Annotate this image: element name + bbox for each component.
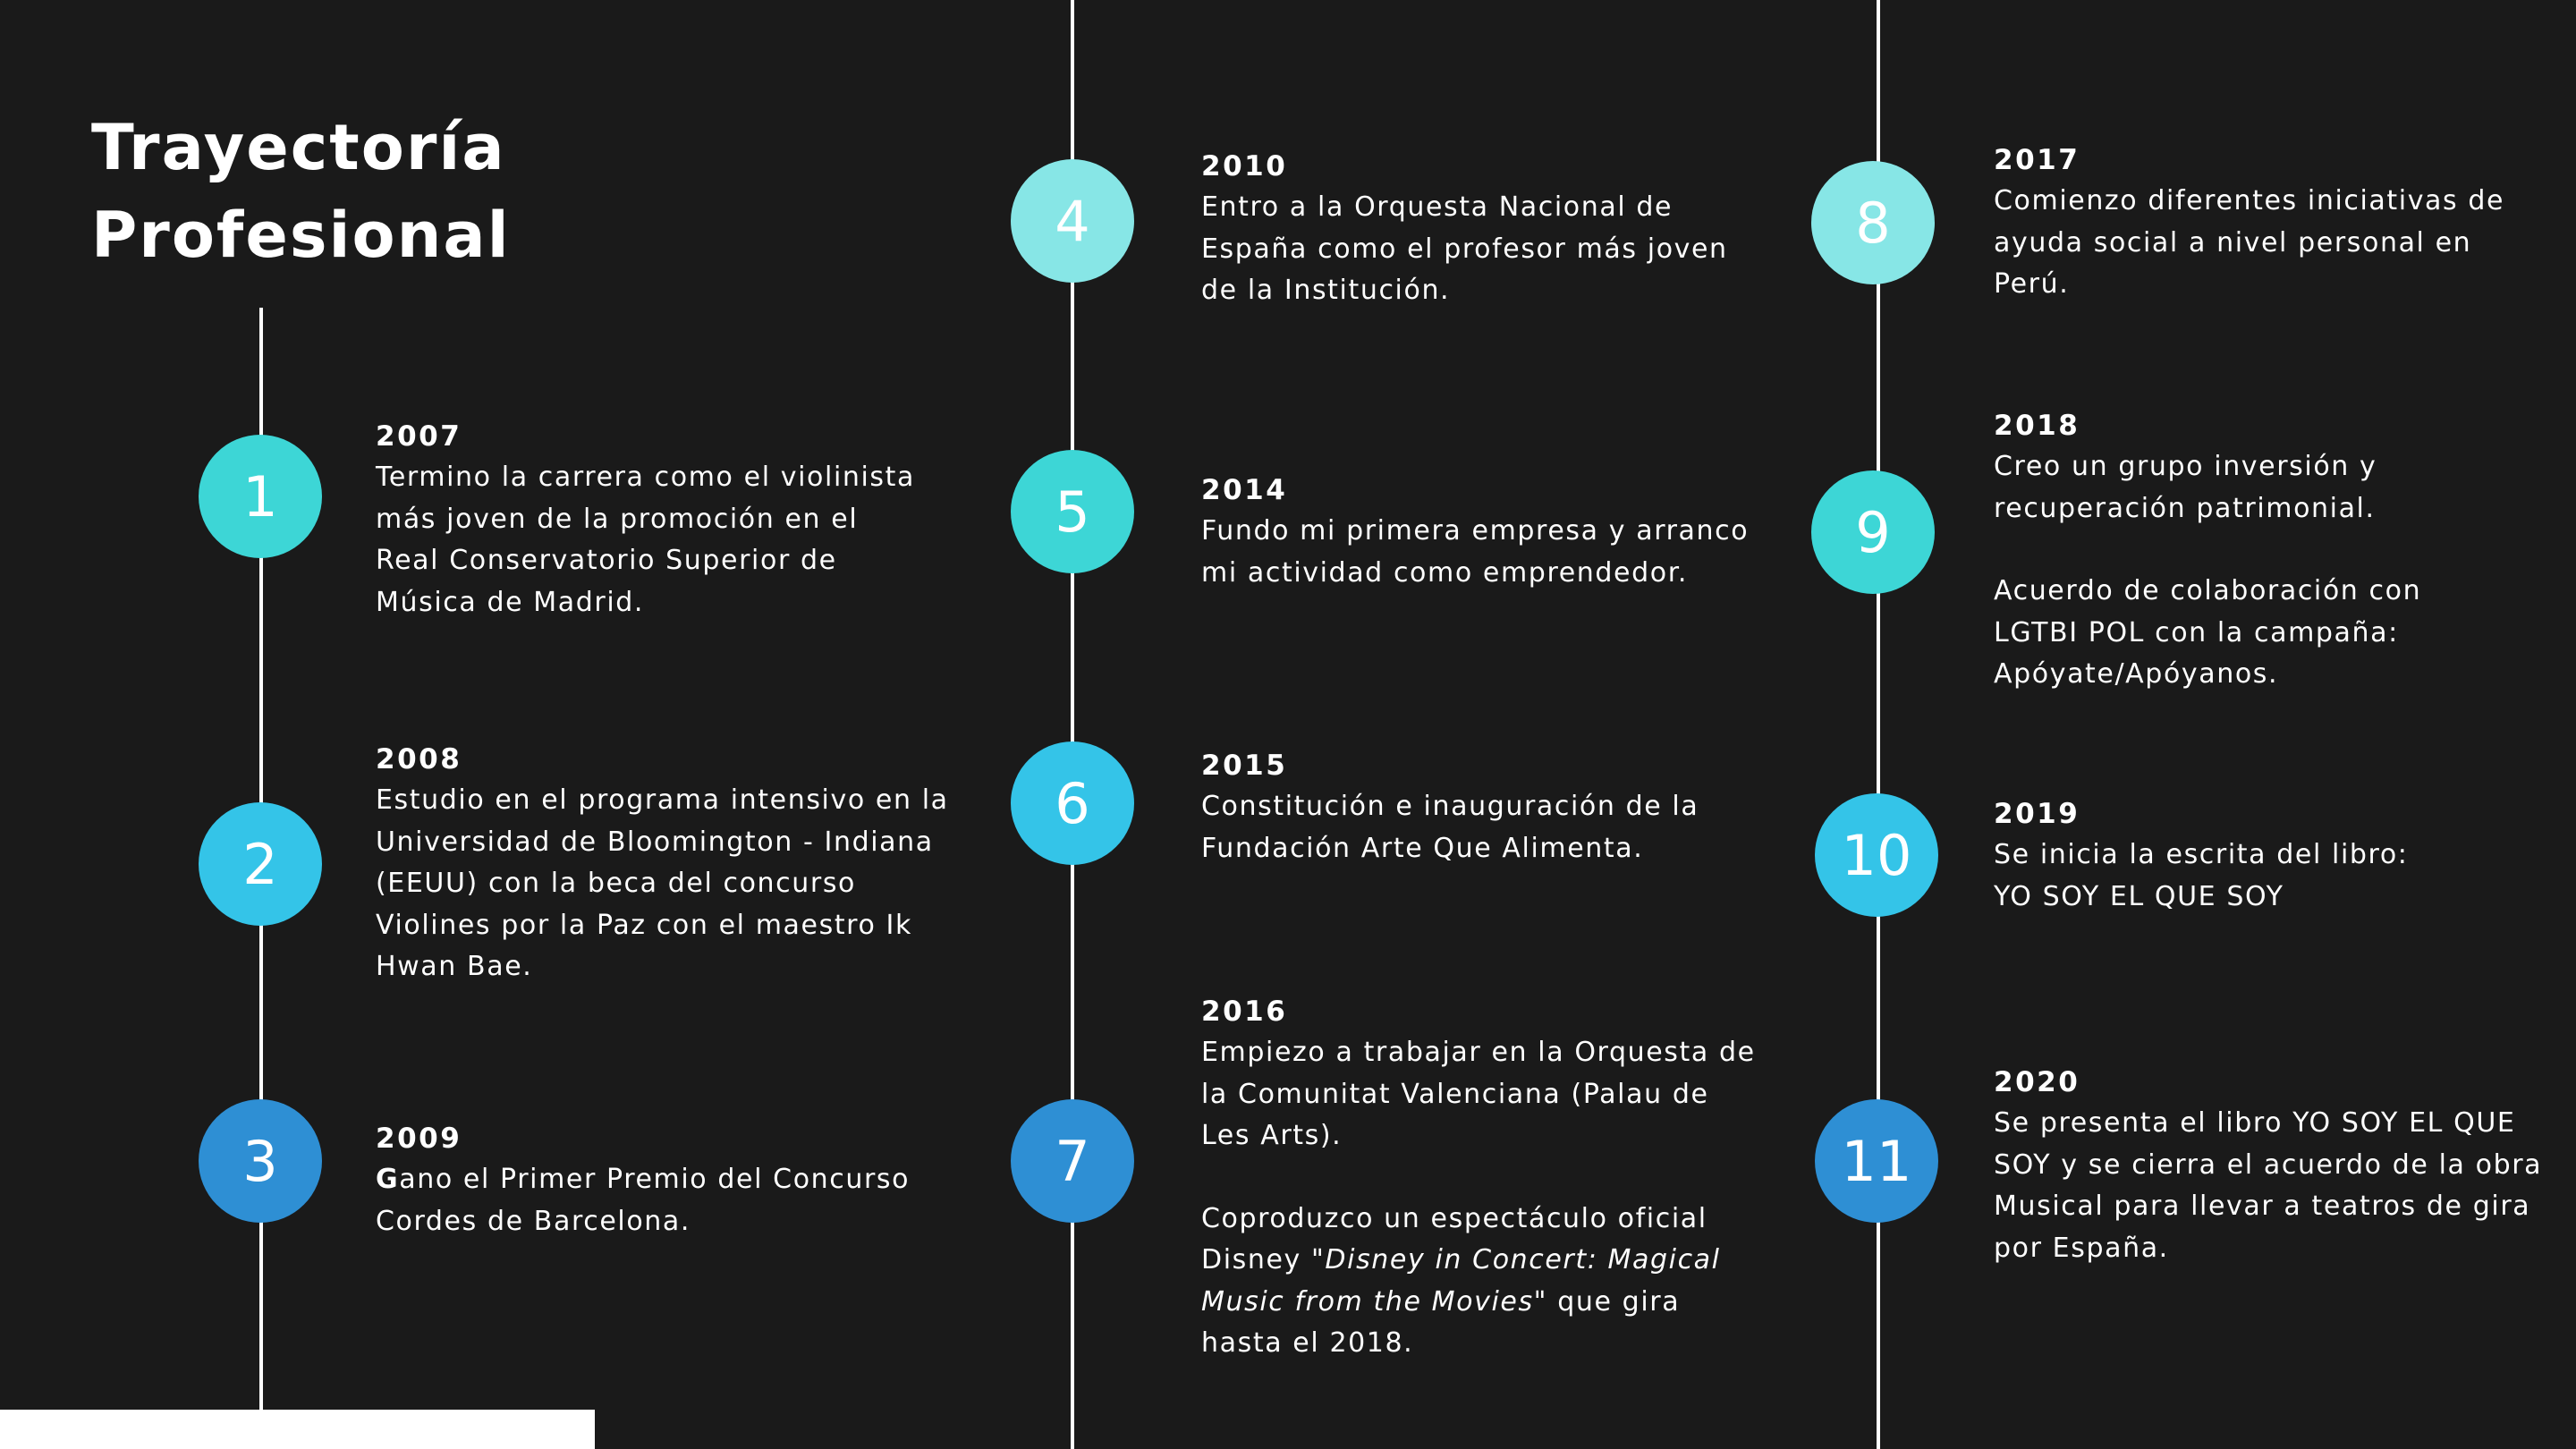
milestone-year: 2018 (1994, 410, 2080, 442)
milestone-number: 1 (242, 463, 278, 530)
milestone-marker-10 (1815, 793, 1938, 917)
page-title-line-1: Trayectoría (91, 111, 506, 184)
milestone-year: 2008 (376, 743, 462, 775)
milestone-text-line: Estudio en el programa intensivo en la (376, 784, 949, 816)
milestone-entry-2009 (376, 1118, 910, 1242)
milestone-text-line (376, 1159, 910, 1201)
page-title-line-2: Profesional (91, 199, 511, 272)
milestone-number: 8 (1855, 190, 1891, 256)
milestone-marker-2 (199, 802, 322, 926)
milestone-text-line: ayuda social a nivel personal en (1994, 226, 2472, 258)
milestone-text-line: Entro a la Orquesta Nacional de (1201, 191, 1674, 223)
milestone-marker-8 (1811, 161, 1935, 284)
milestone-marker-6 (1011, 741, 1134, 865)
footer-bar (0, 1410, 595, 1449)
milestone-number: 6 (1055, 770, 1090, 836)
milestone-text-line: Termino la carrera como el violinista (376, 462, 916, 493)
milestone-number: 10 (1841, 822, 1912, 888)
milestone-marker-5 (1011, 450, 1134, 573)
milestone-year: 2019 (1994, 798, 2080, 830)
milestone-entry-2017 (1994, 140, 2504, 306)
milestone-text-line: Constitución e inauguración de la (1201, 791, 1699, 822)
milestone-number: 4 (1055, 188, 1090, 254)
milestone-text-line: YO SOY EL QUE SOY (1994, 880, 2284, 912)
milestone-entry-2008 (376, 739, 949, 988)
milestone-text-line: Perú. (1994, 268, 2070, 300)
milestone-marker-1 (199, 435, 322, 558)
milestone-entry-2015 (1201, 745, 1699, 869)
milestone-marker-11 (1815, 1099, 1938, 1223)
milestone-marker-7 (1011, 1099, 1134, 1223)
milestone-number: 11 (1841, 1128, 1912, 1194)
milestone-entry-2010 (1201, 146, 1728, 312)
milestone-text-line: España como el profesor más joven (1201, 233, 1728, 265)
milestone-year: 2016 (1201, 996, 1288, 1028)
milestone-text-line: LGTBI POL con la campaña: (1994, 616, 2399, 648)
page-title (91, 104, 511, 279)
milestone-text-line: Hwan Bae. (376, 951, 533, 982)
milestone-text-italic: Music from the Movies" (1201, 1285, 1548, 1318)
milestone-text-line: Coproduzco un espectáculo oficial (1201, 1202, 1707, 1234)
milestone-text-line: Cordes de Barcelona. (376, 1205, 691, 1237)
milestone-text-line: Comienzo diferentes iniciativas de (1994, 185, 2505, 216)
milestone-text-line (1201, 1282, 1756, 1324)
milestone-year: 2010 (1201, 150, 1288, 182)
milestone-number: 3 (242, 1128, 278, 1194)
milestone-text-line: SOY y se cierra el acuerdo de la obra (1994, 1148, 2543, 1181)
milestone-text-line: (EEUU) con la beca del concurso (376, 868, 856, 899)
milestone-text-line: Musical para llevar a teatros de gira (1994, 1191, 2531, 1222)
milestone-text-line: Real Conservatorio Superior de (376, 545, 837, 576)
milestone-marker-4 (1011, 159, 1134, 283)
milestone-text-italic: "Disney in Concert: Magical (1311, 1244, 1721, 1275)
milestone-year: 2009 (376, 1123, 462, 1155)
milestone-text-line: Creo un grupo inversión y (1994, 451, 2377, 482)
milestone-text-rest: ano el Primer Premio del Concurso (399, 1164, 911, 1195)
milestone-text-line: Apóyate/Apóyanos. (1994, 658, 2279, 690)
milestone-year: 2014 (1201, 474, 1288, 506)
milestone-text-line: Violines por la Paz con el maestro Ik (376, 909, 912, 941)
milestone-text-prefix: Disney (1201, 1244, 1312, 1275)
milestone-text-line: Universidad de Bloomington - Indiana (376, 826, 934, 858)
milestone-text-line (1201, 1240, 1756, 1282)
milestone-year: 2015 (1201, 750, 1288, 782)
milestone-text-line: más joven de la promoción en el (376, 503, 859, 535)
milestone-marker-9 (1811, 470, 1935, 594)
milestone-text-line: hasta el 2018. (1201, 1327, 1414, 1359)
milestone-text-line: Fundo mi primera empresa y arranco (1201, 515, 1750, 547)
milestone-text-line: Les Arts). (1201, 1120, 1343, 1151)
milestone-text-line: recuperación patrimonial. (1994, 492, 2376, 524)
milestone-number: 7 (1055, 1128, 1090, 1194)
milestone-entry-2007 (376, 416, 915, 623)
milestone-entry-2019 (1994, 793, 2408, 918)
milestone-year: 2007 (376, 420, 462, 453)
milestone-text-line: mi actividad como emprendedor. (1201, 556, 1689, 589)
milestone-text-suffix: que gira (1547, 1285, 1681, 1318)
milestone-number: 9 (1855, 499, 1891, 565)
milestone-entry-2018 (1994, 405, 2421, 696)
milestone-text-line: Empiezo a trabajar en la Orquesta de (1201, 1037, 1756, 1068)
milestone-text-line: Se presenta el libro YO SOY EL QUE (1994, 1107, 2516, 1139)
milestone-year: 2020 (1994, 1066, 2080, 1098)
milestone-year: 2017 (1994, 144, 2080, 176)
milestone-entry-2020 (1994, 1062, 2542, 1269)
milestone-text-line: Acuerdo de colaboración con (1994, 575, 2422, 606)
milestone-text-line: Se inicia la escrita del libro: (1994, 839, 2409, 870)
milestone-marker-3 (199, 1099, 322, 1223)
milestone-entry-2016 (1201, 991, 1756, 1365)
milestone-text-line: Fundación Arte Que Alimenta. (1201, 832, 1644, 864)
milestone-number: 2 (242, 831, 278, 897)
milestone-text-initial: G (376, 1164, 400, 1195)
milestone-number: 5 (1055, 479, 1090, 545)
milestone-text-line: por España. (1994, 1232, 2169, 1264)
milestone-entry-2014 (1201, 470, 1749, 594)
milestone-text-line: de la Institución. (1201, 275, 1451, 306)
milestone-text-line: la Comunitat Valenciana (Palau de (1201, 1078, 1709, 1110)
milestone-text-line: Música de Madrid. (376, 586, 645, 618)
